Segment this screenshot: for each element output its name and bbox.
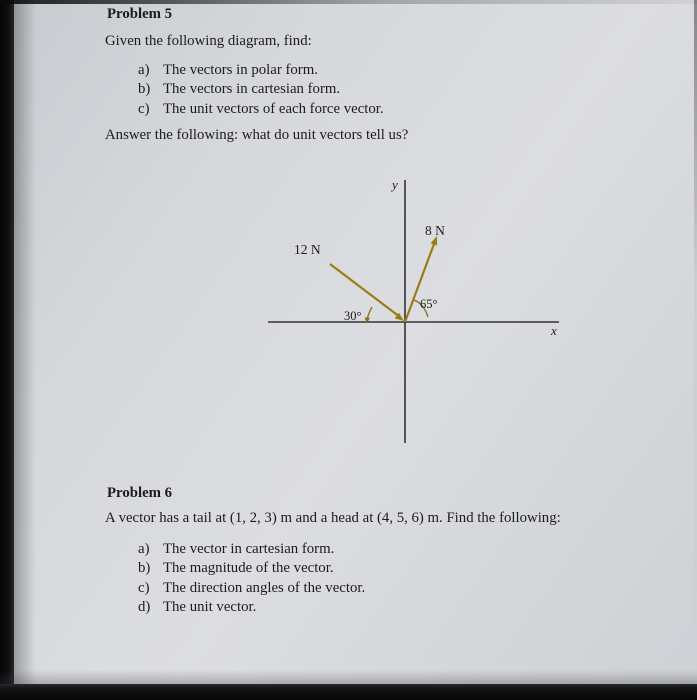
problem5-title: Problem 5: [107, 6, 173, 22]
angle-65-label: 65°: [420, 297, 438, 311]
list-item-label: c): [138, 579, 150, 596]
vector-12n-label: 12 N: [294, 242, 321, 257]
photo-edge-left-shadow: [14, 0, 36, 700]
problem6-title: Problem 6: [107, 485, 173, 501]
y-axis-label: y: [392, 177, 398, 192]
photo-edge-bottom-shadow: [0, 670, 697, 684]
vector-12n-line: [330, 264, 400, 317]
problem5-question: Answer the following: what do unit vectors tell us?: [105, 127, 409, 143]
photo-edge-left: [0, 0, 14, 700]
problem5-intro: Given the following diagram, find:: [105, 33, 312, 49]
list-item-label: b): [138, 81, 151, 98]
list-item-label: d): [138, 599, 151, 616]
list-item-label: c): [138, 100, 150, 117]
list-item-text: The vector in cartesian form.: [163, 541, 335, 557]
list-item-text: The vectors in cartesian form.: [163, 81, 341, 98]
list-item-text: The unit vector.: [163, 599, 257, 616]
angle-30-label: 30°: [344, 309, 362, 323]
list-item-text: The magnitude of the vector.: [163, 560, 334, 577]
list-item-text: The unit vectors of each force vector.: [163, 100, 384, 117]
list-item: [138, 559, 365, 578]
list-item-label: b): [138, 560, 151, 577]
problem6-list: [138, 540, 365, 618]
problem6-intro: A vector has a tail at (1, 2, 3) m and a head at (4, 5, 6) m. Find the following:: [105, 510, 561, 526]
list-item-label: a): [138, 62, 150, 78]
vector-8n-label: 8 N: [425, 223, 445, 238]
list-item: [138, 61, 384, 80]
x-axis-label: x: [551, 323, 557, 338]
photo-edge-bottom: [0, 684, 697, 700]
list-item-text: The vectors in polar form.: [163, 62, 318, 78]
list-item: [138, 540, 365, 559]
list-item-text: The direction angles of the vector.: [163, 579, 366, 596]
list-item-label: a): [138, 541, 150, 557]
force-vector-diagram: [260, 170, 570, 455]
list-item: [138, 100, 384, 119]
list-item: [138, 579, 365, 598]
list-item: [138, 80, 384, 99]
list-item: [138, 598, 365, 617]
problem5-list: [138, 61, 384, 119]
photo-edge-top: [0, 0, 697, 4]
